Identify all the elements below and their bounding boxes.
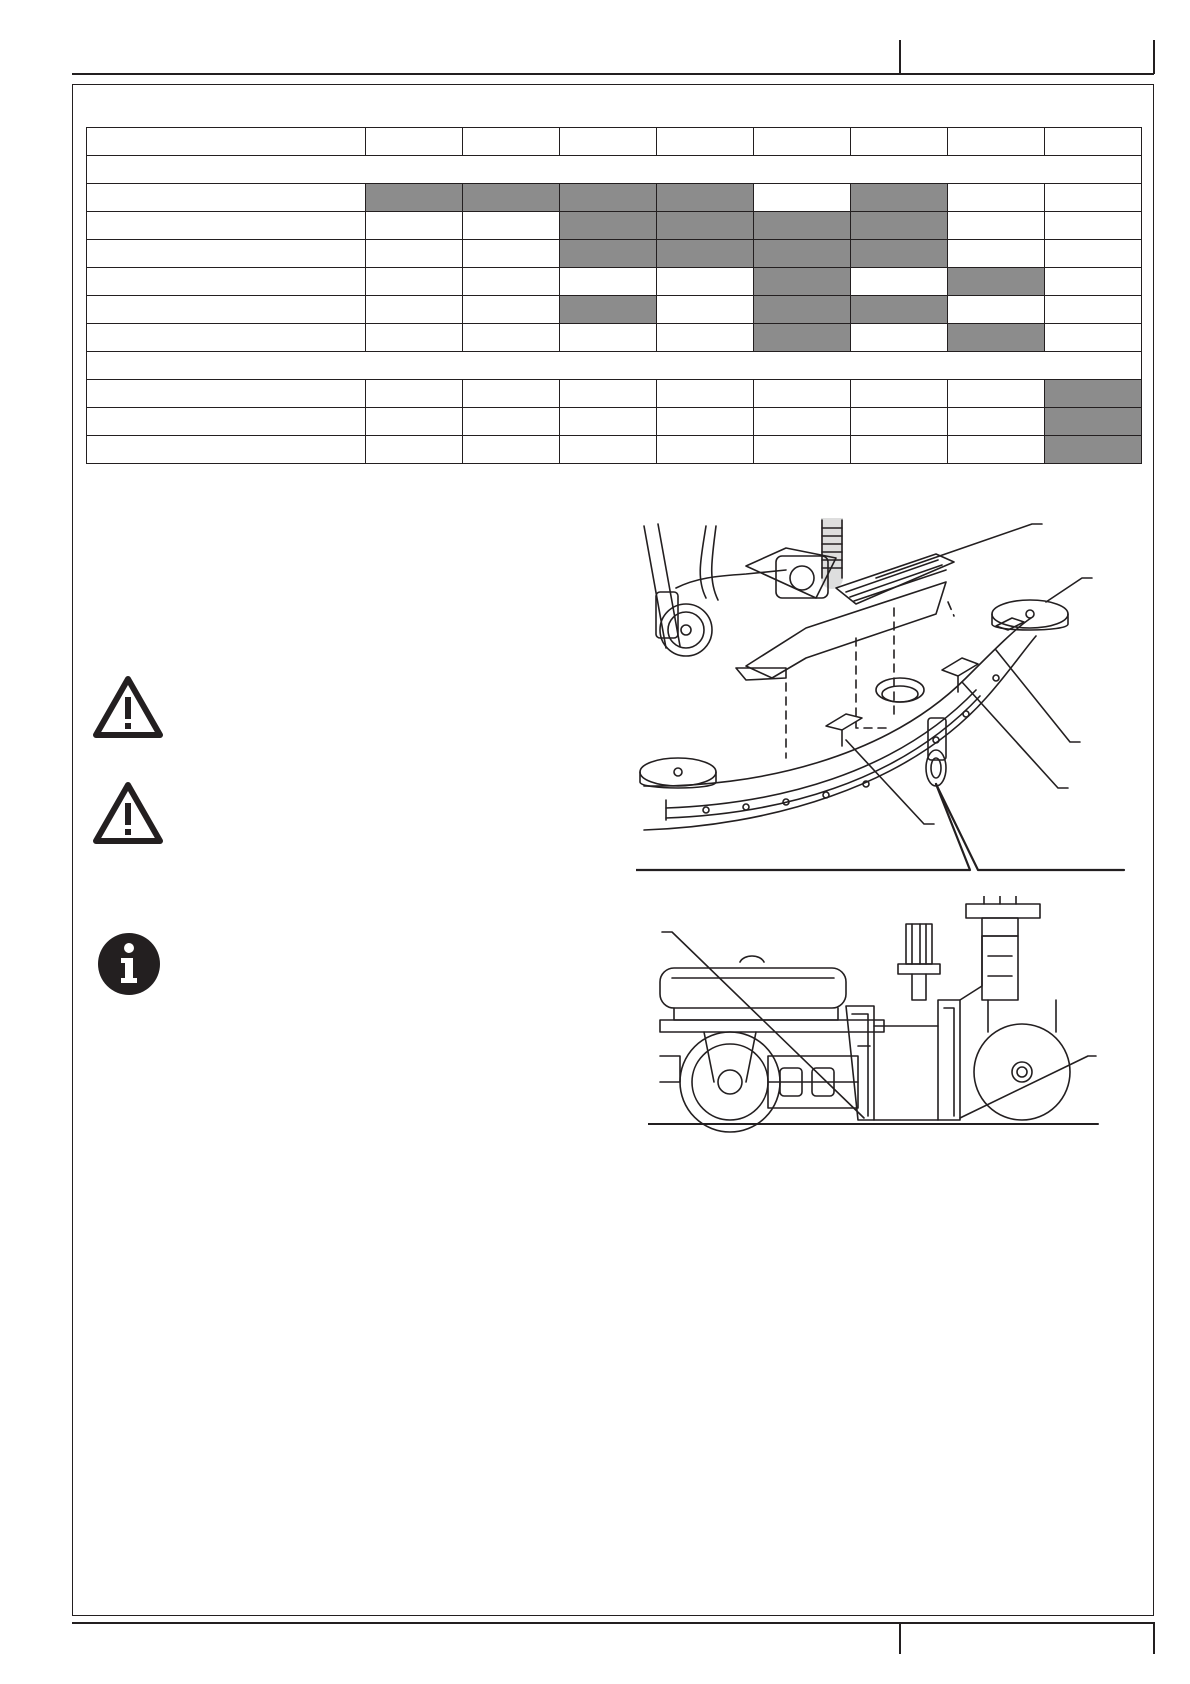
empty-cell [366,436,463,464]
squeegee-assembly-illustration [636,518,1136,883]
empty-cell [657,268,754,296]
filled-cell [851,240,948,268]
filled-cell [851,212,948,240]
info-icon [96,931,162,997]
filled-cell [560,184,657,212]
empty-cell [657,408,754,436]
warning-icon [92,675,164,739]
empty-cell [754,380,851,408]
table-row [87,408,1142,436]
filled-cell [560,212,657,240]
empty-cell [560,380,657,408]
row-label-cell [87,184,366,212]
empty-cell [1045,324,1142,352]
row-label-cell [87,380,366,408]
empty-cell [948,212,1045,240]
table-row [87,380,1142,408]
empty-cell [1045,240,1142,268]
header-cell [754,128,851,156]
filled-cell [560,240,657,268]
filled-cell [657,212,754,240]
empty-cell [463,240,560,268]
empty-cell [366,324,463,352]
compatibility-table [86,127,1142,464]
row-label-cell [87,324,366,352]
header-cell [1045,128,1142,156]
table-row [87,436,1142,464]
header-cell [560,128,657,156]
empty-cell [463,380,560,408]
table-section-row [87,156,1142,184]
footer-rule [72,1622,1154,1624]
section-header-cell [87,156,1142,184]
row-label-cell [87,240,366,268]
filled-cell [1045,380,1142,408]
filled-cell [851,296,948,324]
empty-cell [657,380,754,408]
empty-cell [948,240,1045,268]
filled-cell [754,240,851,268]
empty-cell [463,296,560,324]
filled-cell [948,324,1045,352]
filled-cell [754,296,851,324]
header-cell [851,128,948,156]
empty-cell [366,408,463,436]
empty-cell [560,436,657,464]
empty-cell [1045,268,1142,296]
row-label-cell [87,212,366,240]
empty-cell [754,184,851,212]
empty-cell [851,408,948,436]
empty-cell [948,296,1045,324]
empty-cell [754,436,851,464]
table-row [87,324,1142,352]
filled-cell [366,184,463,212]
filled-cell [851,184,948,212]
empty-cell [463,436,560,464]
header-rule [72,73,1154,75]
row-label-cell [87,436,366,464]
header-label-cell [87,128,366,156]
empty-cell [366,212,463,240]
header-tab-divider [899,40,901,74]
section-header-cell [87,352,1142,380]
empty-cell [851,380,948,408]
filled-cell [754,212,851,240]
row-label-cell [87,296,366,324]
filled-cell [948,268,1045,296]
header-cell [948,128,1045,156]
row-label-cell [87,408,366,436]
warning-icon [92,781,164,845]
filled-cell [754,268,851,296]
filled-cell [657,184,754,212]
empty-cell [851,268,948,296]
empty-cell [366,296,463,324]
table-row [87,268,1142,296]
filled-cell [1045,436,1142,464]
table-row [87,212,1142,240]
header-cell [657,128,754,156]
empty-cell [560,268,657,296]
table-row [87,240,1142,268]
empty-cell [463,324,560,352]
footer-tab-right [1153,1622,1155,1654]
table-row [87,296,1142,324]
table-row [87,184,1142,212]
empty-cell [657,324,754,352]
header-cell [366,128,463,156]
empty-cell [948,436,1045,464]
footer-tab-divider [899,1622,901,1654]
filled-cell [1045,408,1142,436]
empty-cell [657,296,754,324]
empty-cell [948,408,1045,436]
empty-cell [851,324,948,352]
empty-cell [366,268,463,296]
table-header-row [87,128,1142,156]
empty-cell [1045,184,1142,212]
empty-cell [560,408,657,436]
empty-cell [463,408,560,436]
empty-cell [948,184,1045,212]
empty-cell [463,268,560,296]
empty-cell [463,212,560,240]
empty-cell [657,436,754,464]
empty-cell [1045,296,1142,324]
header-tab-right [1153,40,1155,74]
empty-cell [366,380,463,408]
filled-cell [463,184,560,212]
empty-cell [851,436,948,464]
empty-cell [366,240,463,268]
empty-cell [560,324,657,352]
filled-cell [560,296,657,324]
table-section-row [87,352,1142,380]
row-label-cell [87,268,366,296]
squeegee-section-illustration [648,896,1108,1136]
empty-cell [948,380,1045,408]
empty-cell [754,408,851,436]
filled-cell [657,240,754,268]
header-cell [463,128,560,156]
empty-cell [1045,212,1142,240]
filled-cell [754,324,851,352]
